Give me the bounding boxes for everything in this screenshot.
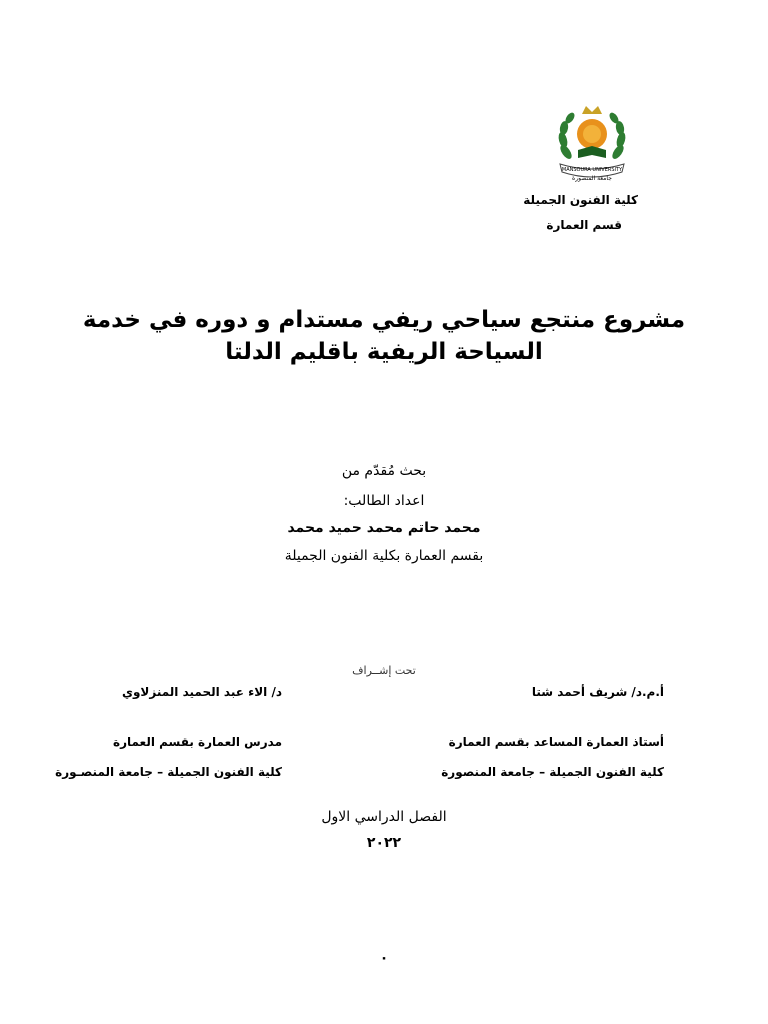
supervisor-2-name: د/ الاء عبد الحميد المنزلاوي	[121, 685, 282, 699]
student-department: بقسم العمارة بكلية الفنون الجميلة	[284, 548, 484, 564]
faculty-name: كلية الفنون الجميلة	[523, 193, 638, 207]
student-name: محمد حاتم محمد حميد محمد	[287, 520, 481, 536]
supervisor-1-faculty: كلية الفنون الجميلة – جامعة المنصورة	[441, 765, 664, 779]
academic-year: ٢٠٢٢	[366, 835, 402, 851]
supervisor-1-role: أستاذ العمارة المساعد بقسم العمارة	[448, 735, 664, 749]
prepared-by-label: اعداد الطالب:	[343, 493, 425, 509]
page-number: ٠	[379, 950, 389, 966]
svg-text:MANSOURA UNIVERSITY: MANSOURA UNIVERSITY	[561, 167, 623, 173]
supervisor-1-name: أ.م.د/ شريف أحمد شتا	[531, 685, 664, 699]
supervisor-2-role: مدرس العمارة بقسم العمارة	[113, 735, 282, 749]
svg-text:جامعة المنصورة: جامعة المنصورة	[572, 175, 612, 182]
thesis-title-line-2: السياحة الريفية باقليم الدلتا	[225, 339, 543, 365]
semester-label: الفصل الدراسي الاول	[321, 809, 447, 825]
supervision-label: تحت إشــراف	[352, 664, 416, 677]
university-logo-icon	[552, 100, 632, 184]
thesis-title-line-1: مشروع منتجع سياحي ريفي مستدام و دوره في خدمة	[82, 307, 686, 333]
research-submitted-by: بحث مُقدّم من	[341, 463, 427, 479]
department-name: قسم العمارة	[546, 218, 622, 232]
supervisor-2-faculty: كلية الفنون الجميلة – جامعة المنصـورة	[55, 765, 282, 779]
